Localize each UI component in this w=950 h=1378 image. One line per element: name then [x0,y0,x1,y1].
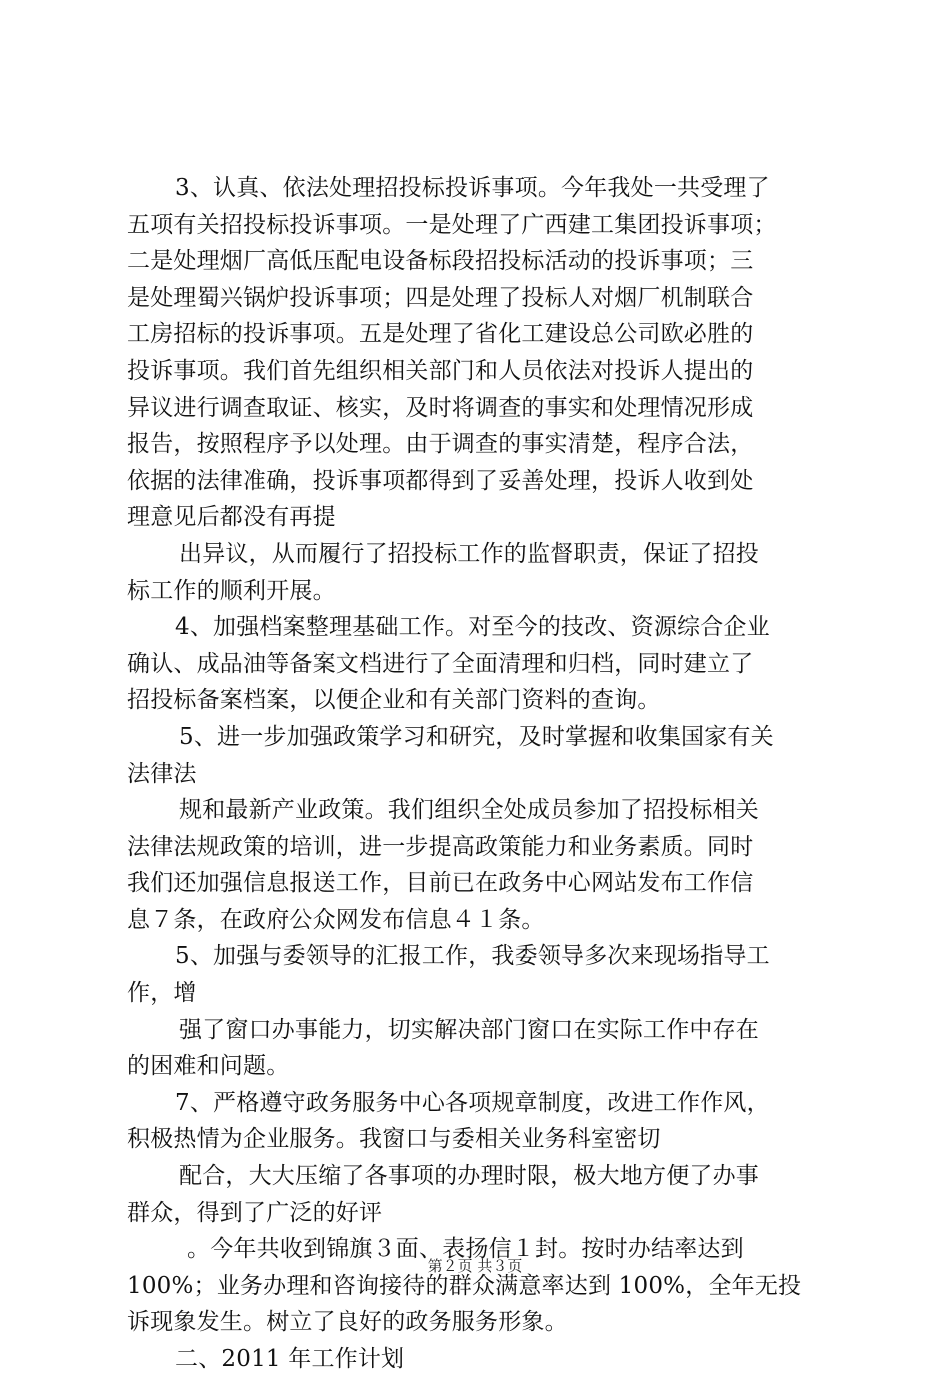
text-line: 息７条，在政府公众网发布信息４１条。 [127,906,545,933]
text-line: 投诉事项。我们首先组织相关部门和人员依法对投诉人提出的 [127,357,754,384]
text-line: 配合，大大压缩了各事项的办理时限，极大地方便了办事 [179,1163,759,1190]
text-line: 规和最新产业政策。我们组织全处成员参加了招投标相关 [179,797,759,824]
text-line: 法律法规政策的培训，进一步提高政策能力和业务素质。同时 [127,833,754,860]
text-line: 100%；业务办理和咨询接待的群众满意率达到 100%，全年无投 [127,1272,802,1299]
text-line: 我们还加强信息报送工作，目前已在政务中心网站发布工作信 [127,870,754,897]
text-line: 5、进一步加强政策学习和研究，及时掌握和收集国家有关 [179,723,774,750]
text-line: 依据的法律准确，投诉事项都得到了妥善处理，投诉人收到处 [127,467,754,494]
text-line: 。今年共收到锦旗３面、表扬信１封。按时办结率达到 [187,1236,744,1263]
text-line: 4、加强档案整理基础工作。对至今的技改、资源综合企业 [175,614,770,641]
text-line: 确认、成品油等备案文档进行了全面清理和归档，同时建立了 [127,650,754,677]
text-line: 二是处理烟厂高低压配电设备标段招投标活动的投诉事项；三 [127,248,754,275]
text-line: 标工作的顺利开展。 [127,577,336,604]
text-line: 5、加强与委领导的汇报工作，我委领导多次来现场指导工 [175,943,770,970]
body-text [127,170,839,1378]
text-line: 积极热情为企业服务。我窗口与委相关业务科室密切 [127,1126,661,1153]
text-line: 强了窗口办事能力，切实解决部门窗口在实际工作中存在 [179,1016,759,1043]
page-number-footer: 第２页 共３页 [427,1257,523,1275]
text-line: 招投标备案档案，以便企业和有关部门资料的查询。 [127,687,661,714]
text-line: 7、严格遵守政务服务中心各项规章制度，改进工作作风， [175,1089,770,1116]
text-line: 作，增 [127,980,197,1007]
text-line: 异议进行调查取证、核实，及时将调查的事实和处理情况形成 [127,394,754,421]
text-line: 群众，得到了广泛的好评 [127,1199,383,1226]
section-heading: 二、2011 年工作计划 [175,1346,405,1372]
text-line: 五项有关招投标投诉事项。一是处理了广西建工集团投诉事项； [127,211,777,238]
text-line: 工房招标的投诉事项。五是处理了省化工建设总公司欧必胜的 [127,321,754,348]
text-line: 诉现象发生。树立了良好的政务服务形象。 [127,1309,568,1336]
text-line: 出异议，从而履行了招投标工作的监督职责，保证了招投 [179,540,759,567]
text-line: 的困难和问题。 [127,1053,290,1080]
text-line: 报告，按照程序予以处理。由于调查的事实清楚，程序合法， [127,431,754,458]
text-line: 法律法 [127,760,197,787]
text-line: 是处理蜀兴锅炉投诉事项；四是处理了投标人对烟厂机制联合 [127,284,754,311]
text-line: 理意见后都没有再提 [127,504,336,531]
text-line: 3、认真、依法处理招投标投诉事项。今年我处一共受理了 [175,175,770,201]
